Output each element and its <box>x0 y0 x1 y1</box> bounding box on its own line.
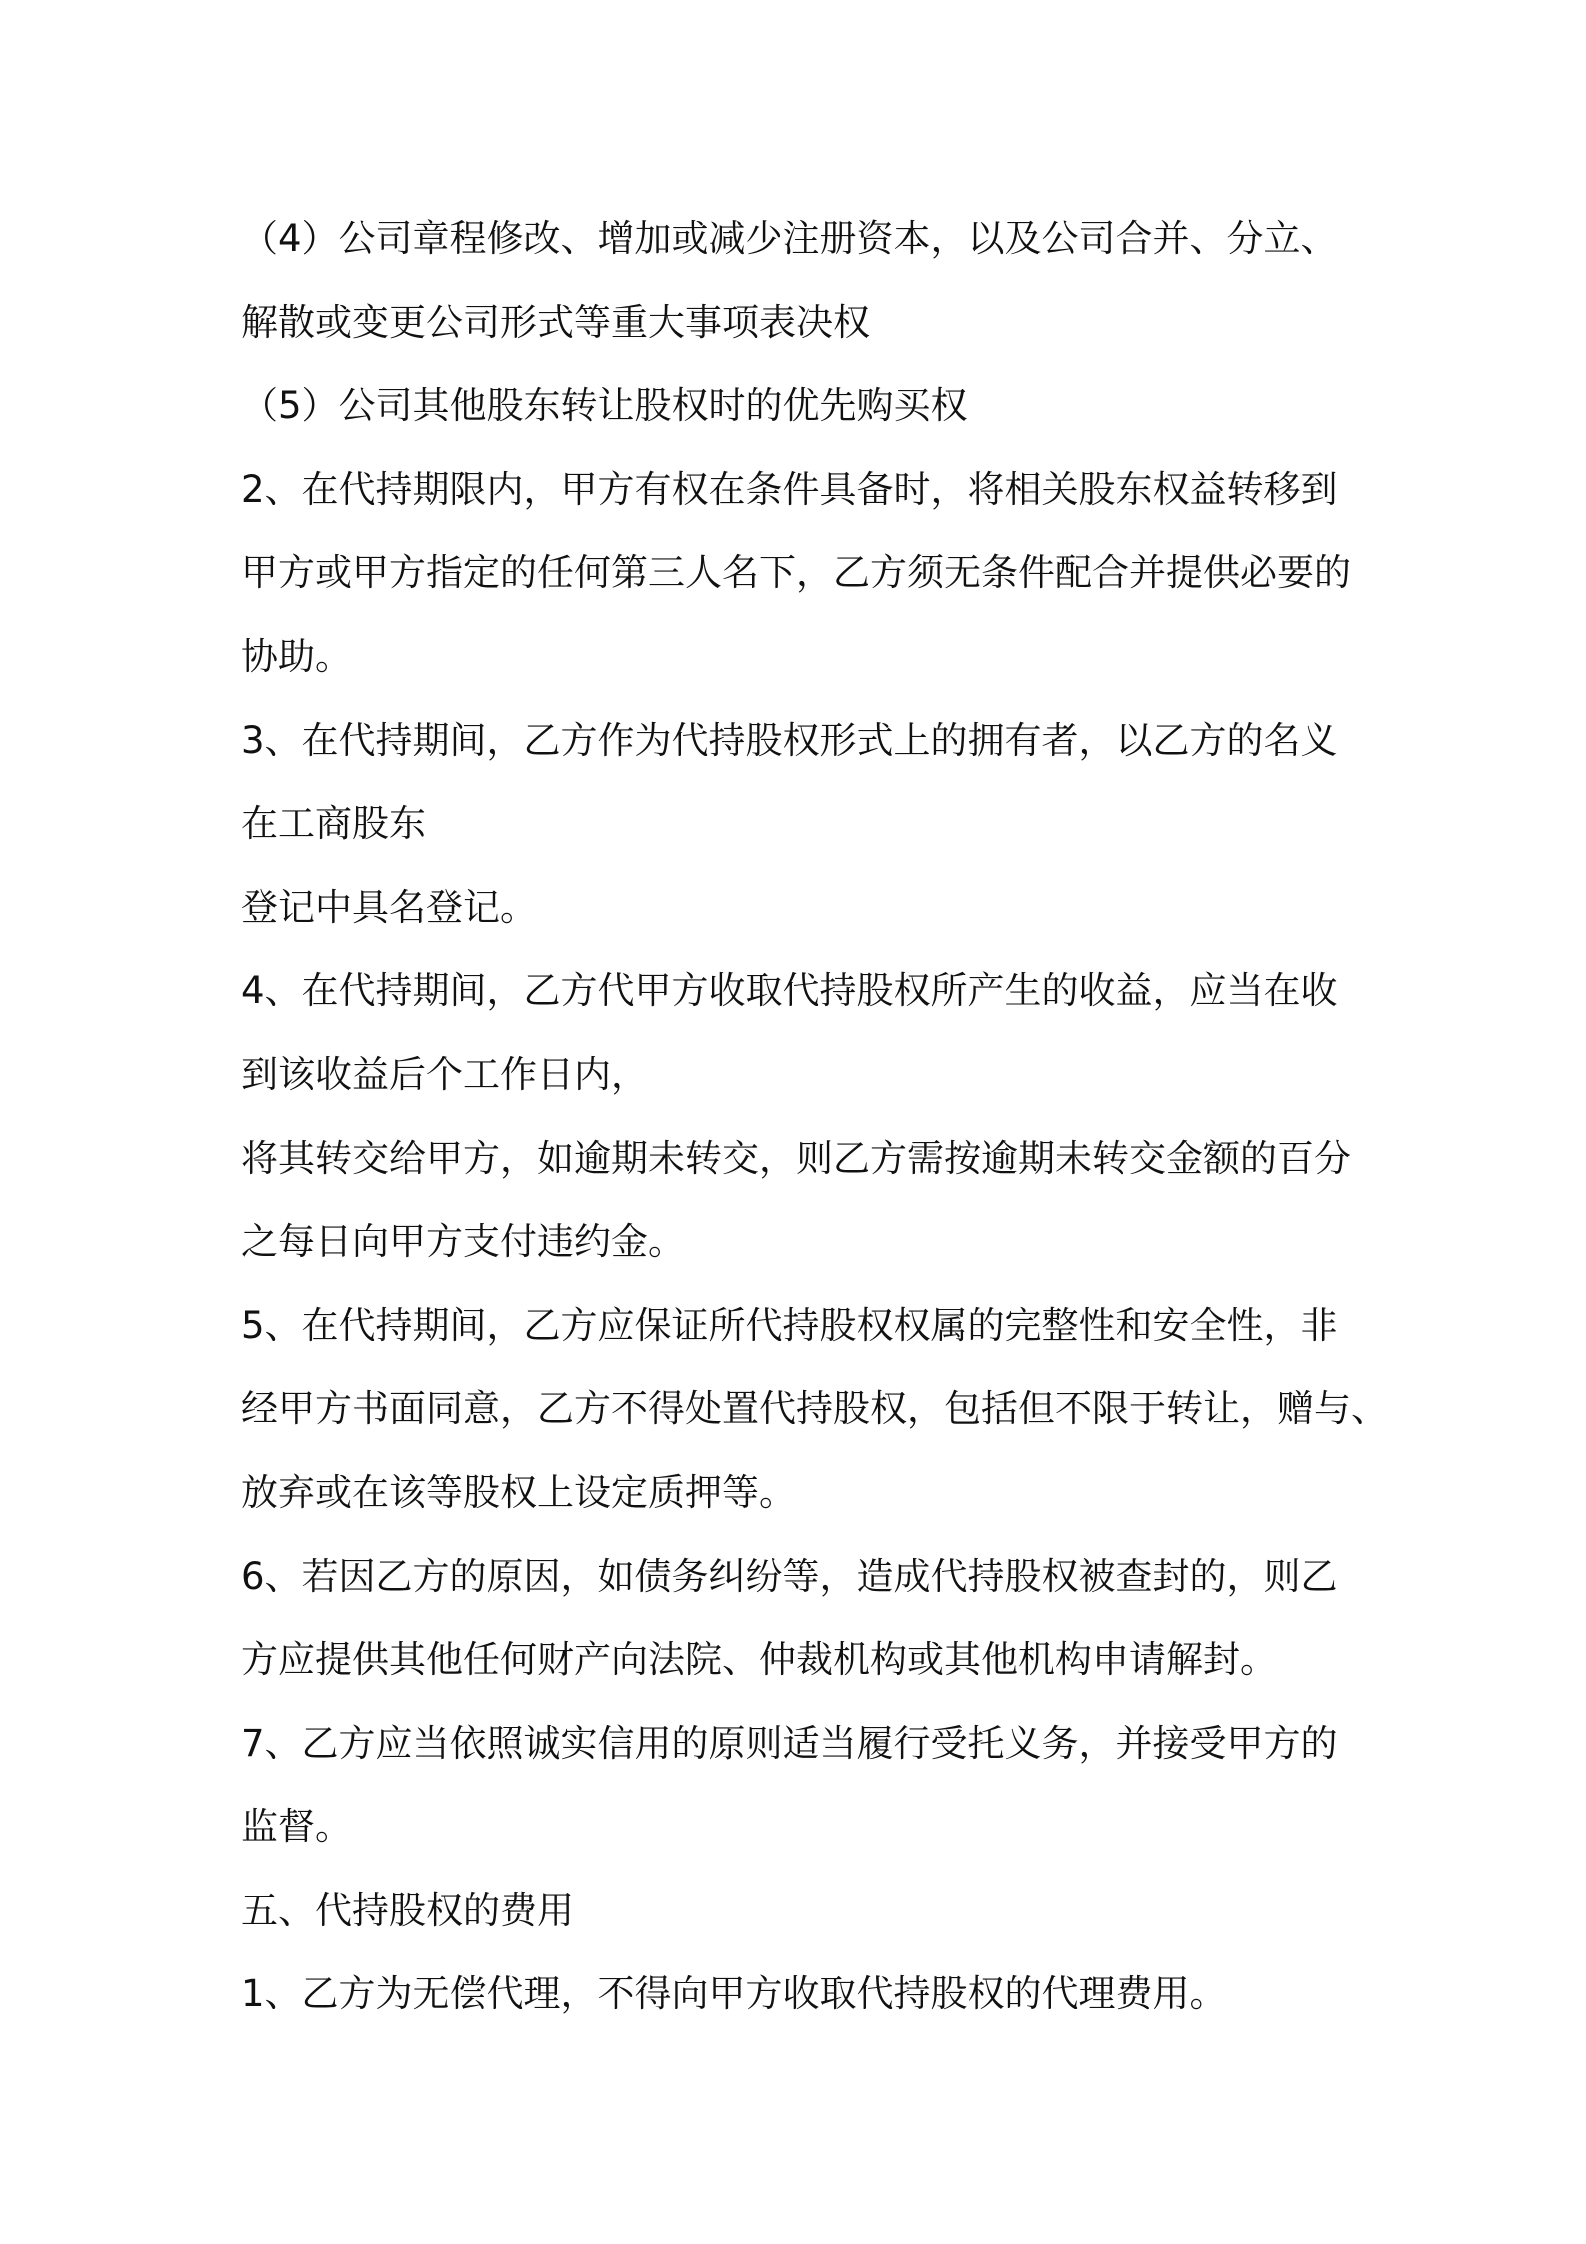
text-line: 到该收益后个工作日内， <box>241 1052 648 1096</box>
text-line: 经甲方书面同意，乙方不得处置代持股权，包括但不限于转让，赠与、 <box>241 1387 1388 1431</box>
text-line: 监督。 <box>241 1805 352 1849</box>
text-line: 解散或变更公司形式等重大事项表决权 <box>241 300 870 344</box>
text-line: 6、若因乙方的原因，如债务纠纷等，造成代持股权被查封的，则乙 <box>241 1554 1338 1598</box>
text-line: 1、乙方为无偿代理，不得向甲方收取代持股权的代理费用。 <box>241 1972 1227 2016</box>
text-line: 协助。 <box>241 634 352 678</box>
text-line: 在工商股东 <box>241 802 426 846</box>
text-line: 放弃或在该等股权上设定质押等。 <box>241 1470 796 1514</box>
text-line: 甲方或甲方指定的任何第三人名下，乙方须无条件配合并提供必要的 <box>241 551 1351 595</box>
text-line: 将其转交给甲方，如逾期未转交，则乙方需按逾期未转交金额的百分 <box>241 1136 1351 1180</box>
text-line: 方应提供其他任何财产向法院、仲裁机构或其他机构申请解封。 <box>241 1638 1277 1682</box>
text-line: 5、在代持期间，乙方应保证所代持股权权属的完整性和安全性，非 <box>241 1303 1338 1347</box>
text-line: （4）公司章程修改、增加或减少注册资本，以及公司合并、分立、 <box>241 217 1338 260</box>
text-line: （5）公司其他股东转让股权时的优先购买权 <box>241 384 968 428</box>
section-heading: 五、代持股权的费用 <box>241 1888 574 1932</box>
text-line: 4、在代持期间，乙方代甲方收取代持股权所产生的收益，应当在收 <box>241 969 1338 1013</box>
text-line: 3、在代持期间，乙方作为代持股权形式上的拥有者，以乙方的名义 <box>241 718 1338 762</box>
text-line: 之每日向甲方支付违约金。 <box>241 1220 685 1264</box>
document-body <box>241 197 1388 2036</box>
text-line: 7、乙方应当依照诚实信用的原则适当履行受托义务，并接受甲方的 <box>241 1721 1338 1765</box>
text-line: 2、在代持期限内，甲方有权在条件具备时，将相关股东权益转移到 <box>241 467 1338 511</box>
text-line: 登记中具名登记。 <box>241 885 537 929</box>
